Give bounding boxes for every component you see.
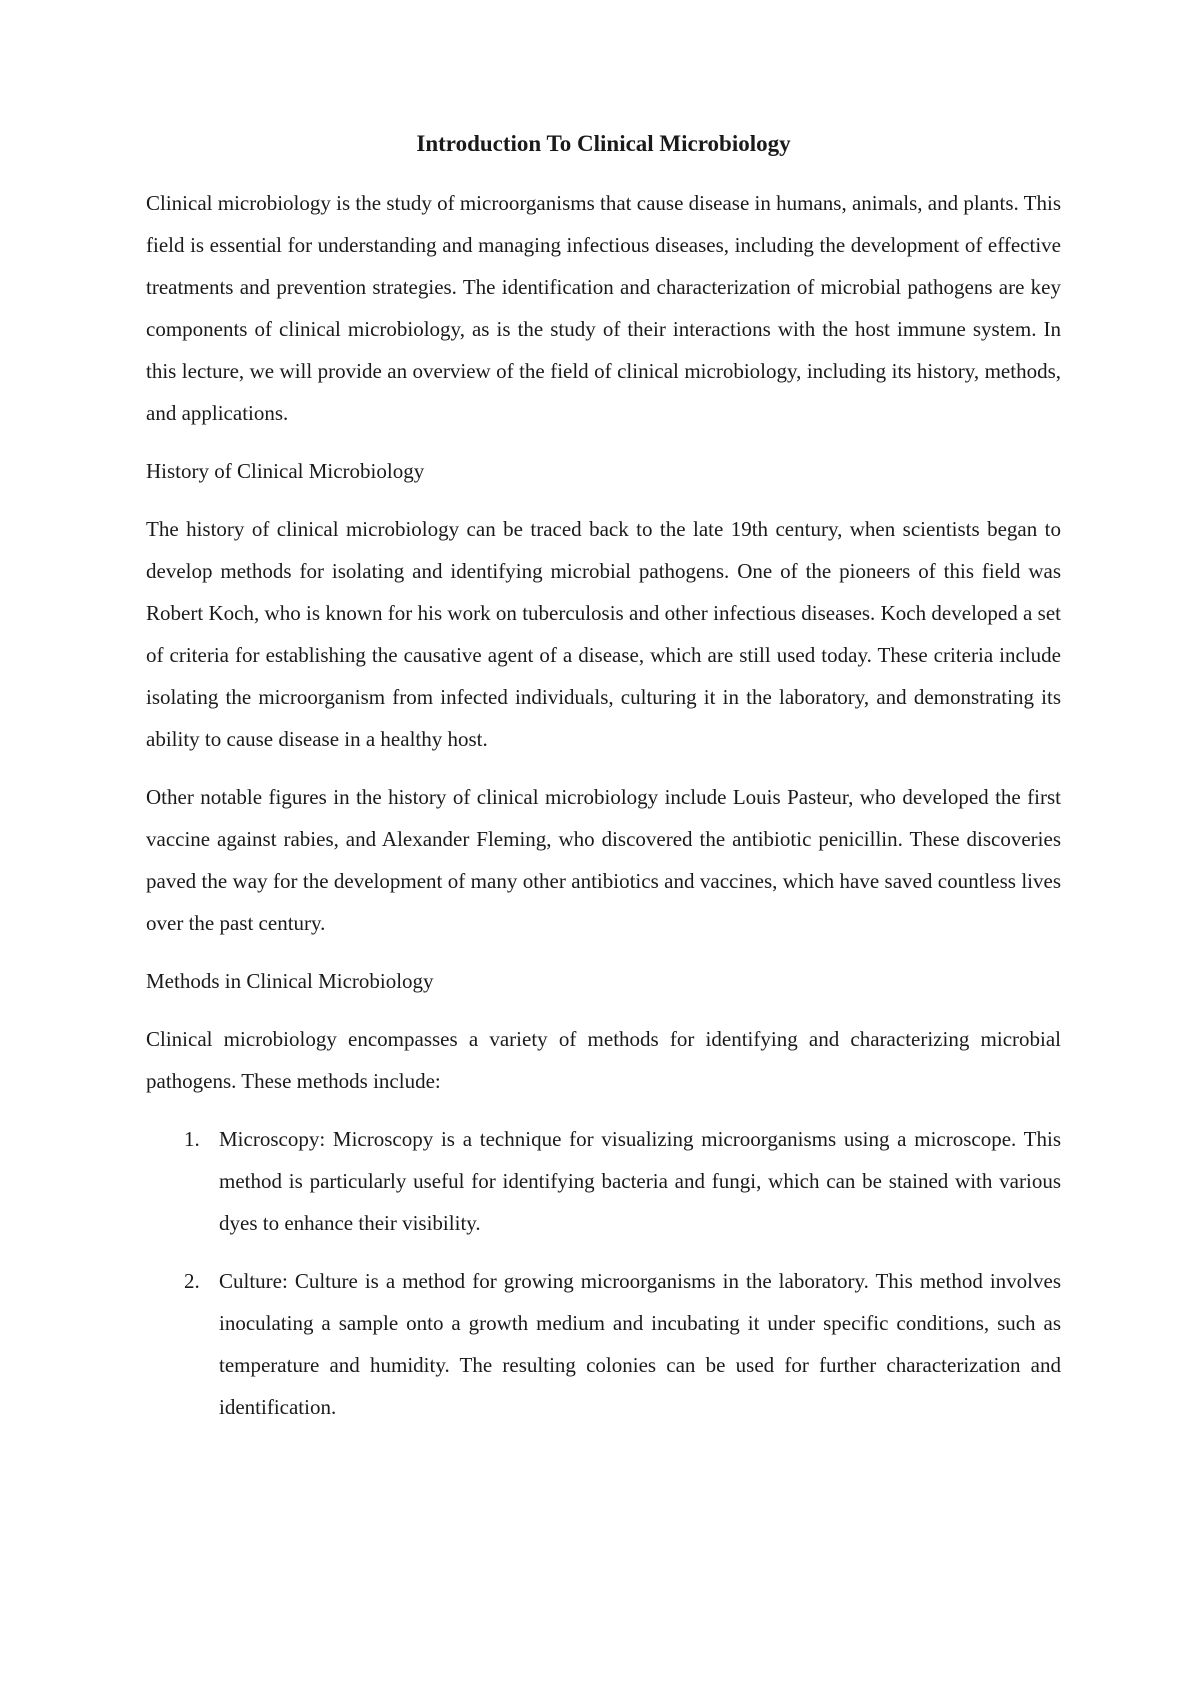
history-heading: History of Clinical Microbiology (146, 459, 425, 483)
document-body (146, 128, 1061, 1444)
methods-intro-paragraph: Clinical microbiology encompasses a variety of methods for identifying and characterizing microbial pathogens. These methods include: (146, 1027, 1061, 1093)
list-item-number: 1. (184, 1127, 200, 1151)
document-title: Introduction To Clinical Microbiology (416, 131, 791, 156)
list-item-number: 2. (184, 1269, 200, 1293)
history-paragraph-2: Other notable figures in the history of clinical microbiology include Louis Pasteur, who developed the first vaccine against rabies, and Alexander Fleming, who discovered the antibiotic penicillin. These discoveries paved the way for the development of many other antibiotics and vaccines, which have saved countless lives over the past century. (146, 785, 1061, 935)
intro-paragraph: Clinical microbiology is the study of microorganisms that cause disease in humans, animals, and plants. This field is essential for understanding and managing infectious diseases, including the development of effective treatments and prevention strategies. The identification and characterization of microbial pathogens are key components of clinical microbiology, as is the study of their interactions with the host immune system. In this lecture, we will provide an overview of the field of clinical microbiology, including its history, methods, and applications. (146, 191, 1061, 425)
list-item-text: Culture: Culture is a method for growing microorganisms in the laboratory. This method involves inoculating a sample onto a growth medium and incubating it under specific conditions, such as temperature and humidity. The resulting colonies can be used for further characterization and identification. (219, 1269, 1061, 1419)
list-item-text: Microscopy: Microscopy is a technique for visualizing microorganisms using a microscope. This method is particularly useful for identifying bacteria and fungi, which can be stained with various dyes to enhance their visibility. (219, 1127, 1061, 1235)
methods-list (146, 1118, 1061, 1428)
methods-heading: Methods in Clinical Microbiology (146, 969, 434, 993)
history-paragraph-1: The history of clinical microbiology can be traced back to the late 19th century, when scientists began to develop methods for isolating and identifying microbial pathogens. One of the pioneers of this field was Robert Koch, who is known for his work on tuberculosis and other infectious diseases. Koch developed a set of criteria for establishing the causative agent of a disease, which are still used today. These criteria include isolating the microorganism from infected individuals, culturing it in the laboratory, and demonstrating its ability to cause disease in a healthy host. (146, 517, 1061, 751)
list-item (146, 1260, 1061, 1428)
list-item (146, 1118, 1061, 1244)
